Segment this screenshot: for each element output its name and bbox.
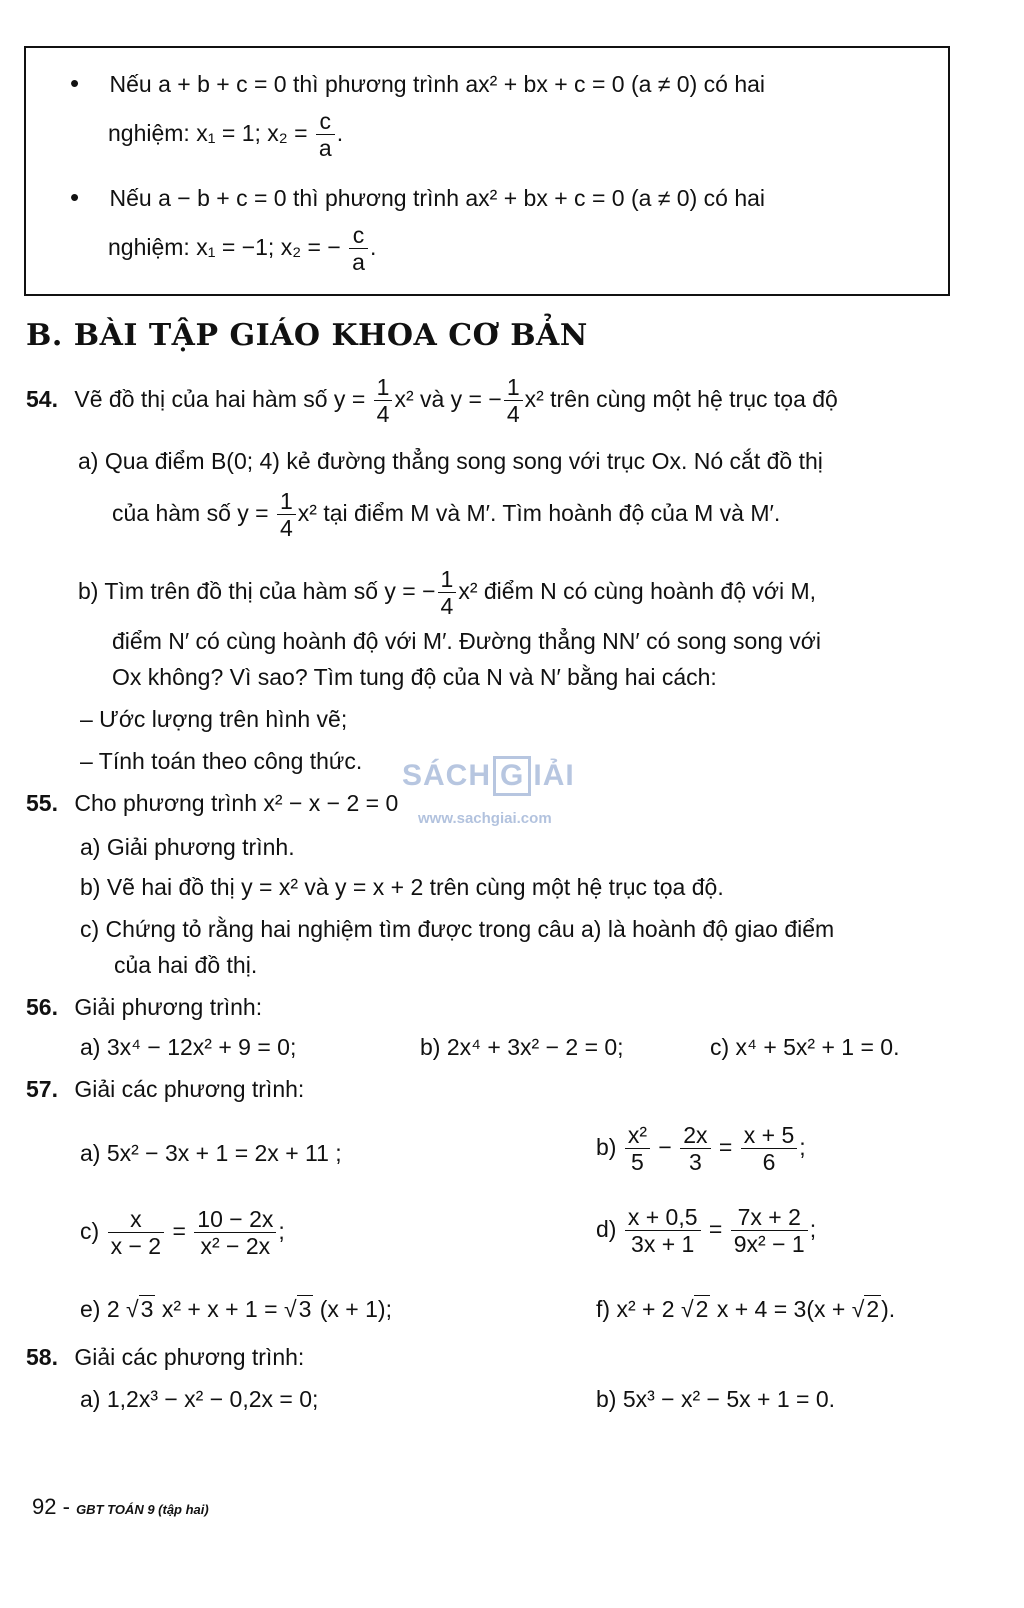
- ex55-a: a) Giải phương trình.: [80, 834, 295, 860]
- watermark-logo: SÁCH G IẢI www.sachgiai.com: [402, 738, 602, 828]
- ex54-dash2: – Tính toán theo công thức.: [80, 748, 363, 774]
- page-number: 92: [32, 1494, 57, 1519]
- ex57-d: d) $\frac{x + 0,5}{3x + 1}$ = $\frac{7x + 2}{\text{9x² − 1}}$ ;: [596, 1204, 817, 1258]
- sqrt-icon: √3: [126, 1296, 154, 1322]
- ex58-b: b) 5x³ − x² − 5x + 1 = 0.: [596, 1386, 836, 1412]
- section-heading: B. BÀI TẬP GIÁO KHOA CƠ BẢN: [26, 318, 588, 353]
- ex54-b-line3: Ox không? Vì sao? Tìm tung độ của N và N′ bằng hai cách:: [112, 664, 717, 690]
- fraction-c-over-a: $\frac{c}{a}$: [316, 108, 335, 162]
- ex55-c-line2: của hai đồ thị.: [114, 952, 258, 978]
- bullet-icon: •: [70, 68, 80, 98]
- ex57-f: f) x² + 2 √2 x + 4 = 3(x + √2).: [596, 1296, 896, 1322]
- ex54-b-line1: b) Tìm trên đồ thị của hàm số y = − $\frac{1}{4}$ x² điểm N có cùng hoành độ với M,: [78, 566, 817, 620]
- ex56-b: b) 2x⁴ + 3x² − 2 = 0;: [420, 1034, 624, 1060]
- ex57-line: 57. Giải các phương trình:: [26, 1076, 305, 1102]
- ex55-c-line1: c) Chứng tỏ rằng hai nghiệm tìm được trong câu a) là hoành độ giao điểm: [80, 916, 835, 942]
- rule1-line2: nghiệm: x₁ = 1; x₂ = $\frac{c}{a}$ .: [108, 108, 344, 162]
- page-footer: 92 - GBT TOÁN 9 (tập hai): [32, 1494, 209, 1519]
- ex55-line: 55. Cho phương trình x² − x − 2 = 0: [26, 790, 399, 816]
- ex57-b: b) $\frac{\text{x²}}{5}$ − $\frac{2x}{3}$ = $\frac{x + 5}{6}$ ;: [596, 1122, 806, 1176]
- ex58-a: a) 1,2x³ − x² − 0,2x = 0;: [80, 1386, 319, 1412]
- fraction-c-over-a: $\frac{c}{a}$: [349, 222, 368, 276]
- ex54-line: 54. Vẽ đồ thị của hai hàm số y = $\frac{1}{4}$ x² và y = − $\frac{1}{4}$ x² trên cùng một hệ trục tọa độ: [26, 374, 838, 428]
- ex56-line: 56. Giải phương trình:: [26, 994, 263, 1020]
- ex58-line: 58. Giải các phương trình:: [26, 1344, 305, 1370]
- rule1-line1: • Nếu a + b + c = 0 thì phương trình ax² + bx + c = 0 (a ≠ 0) có hai: [70, 68, 766, 98]
- rule2-line1: • Nếu a − b + c = 0 thì phương trình ax² + bx + c = 0 (a ≠ 0) có hai: [70, 182, 766, 212]
- ex55-b: b) Vẽ hai đồ thị y = x² và y = x + 2 trên cùng một hệ trục tọa độ.: [80, 874, 724, 900]
- ex57-a: a) 5x² − 3x + 1 = 2x + 11 ;: [80, 1140, 342, 1166]
- ex54-a-line2: của hàm số y = $\frac{1}{4}$ x² tại điểm M và M′. Tìm hoành độ của M và M′.: [112, 488, 781, 542]
- ex54-a-line1: a) Qua điểm B(0; 4) kẻ đường thẳng song song với trục Ox. Nó cắt đồ thị: [78, 448, 823, 474]
- sqrt-icon: √3: [283, 1296, 312, 1322]
- ex56-a: a) 3x⁴ − 12x² + 9 = 0;: [80, 1034, 297, 1060]
- rule2-line2: nghiệm: x₁ = −1; x₂ = − $\frac{c}{a}$ .: [108, 222, 377, 276]
- bullet-icon: •: [70, 182, 80, 212]
- sqrt-icon: √2: [851, 1296, 880, 1322]
- ex57-e: e) 2 √3 x² + x + 1 = √3 (x + 1);: [80, 1296, 392, 1322]
- ex56-c: c) x⁴ + 5x² + 1 = 0.: [710, 1034, 900, 1060]
- sqrt-icon: √2: [681, 1296, 709, 1322]
- book-title: GBT TOÁN 9 (tập hai): [76, 1502, 209, 1517]
- ex57-c: c) $\frac{x}{x - 2}$ = $\frac{10 - 2x}{\text{x² − 2x}}$ ;: [80, 1206, 285, 1260]
- ex54-dash1: – Ước lượng trên hình vẽ;: [80, 706, 348, 732]
- ex54-b-line2: điểm N′ có cùng hoành độ với M′. Đường thẳng NN′ có song song với: [112, 628, 821, 654]
